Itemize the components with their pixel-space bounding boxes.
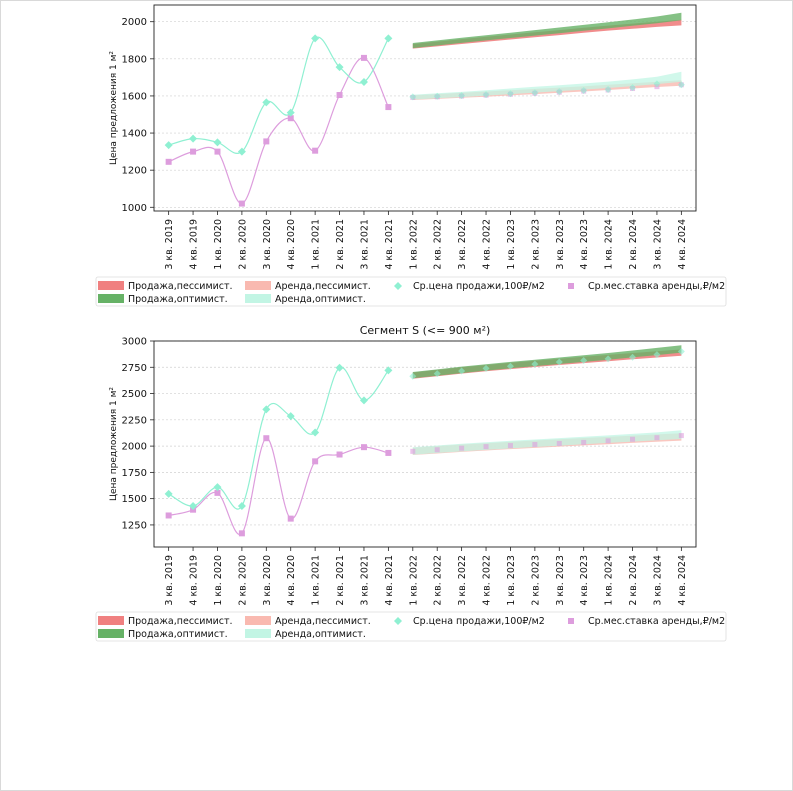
forecast-rent-point	[459, 446, 464, 451]
rent-actual-point	[239, 201, 245, 207]
x-tick-label: 2 кв. 2023	[530, 555, 542, 606]
rent-actual-point	[361, 55, 367, 61]
x-tick-label: 2 кв. 2022	[432, 555, 444, 606]
x-tick-label: 3 кв. 2021	[359, 555, 371, 606]
x-tick-label: 3 кв. 2019	[164, 219, 176, 270]
forecast-rent-point	[654, 435, 659, 440]
y-tick-label: 2000	[121, 441, 147, 453]
sale-actual-line	[169, 367, 389, 509]
legend-label: Аренда,пессимист.	[275, 616, 371, 627]
rent-actual-point	[166, 159, 172, 165]
rent-actual-point	[239, 530, 245, 536]
x-tick-label: 2 кв. 2021	[335, 219, 347, 270]
rent-actual-point	[361, 444, 367, 450]
rent-actual-point	[166, 512, 172, 518]
chart-2	[96, 324, 726, 641]
legend-swatch-rent-optimistic	[245, 294, 271, 303]
x-tick-label: 4 кв. 2024	[676, 219, 688, 270]
legend-swatch-sale-optimistic	[98, 629, 124, 638]
x-tick-label: 3 кв. 2022	[457, 555, 469, 606]
x-tick-label: 4 кв. 2023	[579, 219, 591, 270]
y-tick-label: 2750	[121, 362, 147, 374]
y-tick-label: 1000	[121, 202, 147, 214]
legend-label: Продажа,оптимист.	[128, 294, 228, 305]
x-tick-label: 2 кв. 2022	[432, 219, 444, 270]
rent-actual-point	[263, 435, 269, 441]
legend-swatch-rent-pessimistic	[245, 616, 271, 625]
legend-swatch-rent-optimistic	[245, 629, 271, 638]
rent-actual-point	[385, 450, 391, 456]
legend-label: Ср.цена продажи,100₽/м2	[413, 281, 545, 292]
forecast-rent-point	[484, 444, 489, 449]
forecast-rent-point	[435, 447, 440, 452]
sale-actual-line	[169, 37, 389, 153]
legend-swatch-sale-pessimistic	[98, 281, 124, 290]
x-tick-label: 3 кв. 2024	[652, 555, 664, 606]
rent-actual-point	[214, 149, 220, 155]
x-tick-label: 4 кв. 2021	[383, 219, 395, 270]
forecast-rent-point	[508, 443, 513, 448]
legend-swatch-sale-pessimistic	[98, 616, 124, 625]
rent-actual-point	[337, 92, 343, 98]
x-tick-label: 3 кв. 2023	[554, 219, 566, 270]
y-tick-label: 1250	[121, 520, 147, 532]
x-tick-label: 4 кв. 2020	[286, 219, 298, 270]
sale-actual-point	[384, 34, 392, 42]
y-axis-label: Цена предложения 1 м²	[109, 50, 119, 166]
rent-actual-point	[190, 149, 196, 155]
band-sale-optimistic	[413, 13, 682, 48]
x-tick-label: 1 кв. 2024	[603, 555, 615, 606]
x-tick-label: 2 кв. 2020	[237, 219, 249, 270]
legend-label: Аренда,оптимист.	[275, 629, 366, 640]
y-tick-label: 1200	[121, 165, 147, 177]
sale-actual-point	[311, 428, 319, 436]
forecast-rent-point	[410, 449, 415, 454]
x-tick-label: 1 кв. 2020	[212, 219, 224, 270]
x-tick-label: 1 кв. 2021	[310, 219, 322, 270]
legend-label: Ср.мес.ставка аренды,₽/м2	[588, 616, 726, 627]
x-tick-label: 1 кв. 2024	[603, 219, 615, 270]
legend-label: Продажа,пессимист.	[128, 281, 233, 292]
x-tick-label: 4 кв. 2019	[188, 219, 200, 270]
sale-actual-point	[360, 396, 368, 404]
sale-actual-point	[213, 138, 221, 146]
x-tick-label: 4 кв. 2023	[579, 555, 591, 606]
sale-actual-point	[165, 141, 173, 149]
forecast-rent-point	[679, 433, 684, 438]
x-tick-label: 4 кв. 2022	[481, 555, 493, 606]
x-tick-label: 1 кв. 2023	[505, 555, 517, 606]
y-tick-label: 1600	[121, 91, 147, 103]
x-tick-label: 3 кв. 2023	[554, 555, 566, 606]
x-tick-label: 2 кв. 2024	[628, 555, 640, 606]
rent-actual-line	[169, 58, 389, 204]
legend-swatch-sale-optimistic	[98, 294, 124, 303]
legend-label: Аренда,оптимист.	[275, 294, 366, 305]
legend-label: Ср.цена продажи,100₽/м2	[413, 616, 545, 627]
x-tick-label: 3 кв. 2021	[359, 219, 371, 270]
sale-actual-point	[311, 34, 319, 42]
x-tick-label: 4 кв. 2020	[286, 555, 298, 606]
rent-actual-point	[312, 458, 318, 464]
rent-actual-point	[263, 138, 269, 144]
y-tick-label: 1400	[121, 128, 147, 140]
chart-1	[96, 5, 726, 306]
x-tick-label: 1 кв. 2023	[505, 219, 517, 270]
rent-actual-point	[337, 452, 343, 458]
x-tick-label: 1 кв. 2022	[408, 219, 420, 270]
x-tick-label: 4 кв. 2021	[383, 555, 395, 606]
forecast-rent-point	[606, 438, 611, 443]
x-tick-label: 3 кв. 2020	[261, 555, 273, 606]
x-tick-label: 2 кв. 2020	[237, 555, 249, 606]
x-tick-label: 3 кв. 2019	[164, 555, 176, 606]
x-tick-label: 3 кв. 2022	[457, 218, 469, 270]
rent-actual-point	[288, 516, 294, 522]
y-tick-label: 3000	[121, 336, 147, 348]
legend	[96, 277, 726, 306]
x-tick-label: 4 кв. 2022	[481, 218, 493, 270]
x-tick-label: 1 кв. 2020	[212, 555, 224, 606]
band-sale-optimistic	[413, 345, 682, 378]
legend-label: Продажа,оптимист.	[128, 629, 228, 640]
y-tick-label: 1500	[121, 494, 147, 506]
legend-label: Ср.мес.ставка аренды,₽/м2	[588, 281, 726, 292]
sale-actual-point	[165, 490, 173, 498]
y-tick-label: 1800	[121, 54, 147, 66]
forecast-rent-point	[630, 437, 635, 442]
y-tick-label: 2500	[121, 389, 147, 401]
legend-label: Продажа,пессимист.	[128, 616, 233, 627]
forecast-rent-point	[581, 440, 586, 445]
x-tick-label: 1 кв. 2021	[310, 555, 322, 606]
x-tick-label: 4 кв. 2024	[676, 555, 688, 606]
x-tick-label: 2 кв. 2024	[628, 219, 640, 270]
y-tick-label: 2250	[121, 415, 147, 427]
rent-actual-point	[385, 104, 391, 110]
x-tick-label: 2 кв. 2023	[530, 219, 542, 270]
legend	[96, 612, 726, 641]
sale-actual-point	[262, 405, 270, 413]
x-tick-label: 4 кв. 2019	[188, 555, 200, 606]
rent-actual-line	[169, 438, 389, 534]
y-axis-label: Цена предложения 1 м²	[109, 386, 119, 502]
rent-actual-point	[312, 148, 318, 154]
chart-title: Сегмент S (<= 900 м²)	[359, 324, 491, 337]
legend-marker-rent-average	[568, 618, 574, 624]
y-tick-label: 2000	[121, 17, 147, 29]
legend-label: Аренда,пессимист.	[275, 281, 371, 292]
x-tick-label: 2 кв. 2021	[335, 555, 347, 606]
sale-actual-point	[287, 412, 295, 420]
x-tick-label: 1 кв. 2022	[408, 555, 420, 606]
y-tick-label: 1750	[121, 467, 147, 479]
axes-frame	[154, 5, 696, 211]
forecast-rent-point	[557, 441, 562, 446]
legend-swatch-rent-pessimistic	[245, 281, 271, 290]
x-tick-label: 3 кв. 2020	[261, 219, 273, 270]
sale-actual-point	[384, 366, 392, 374]
x-tick-label: 3 кв. 2024	[652, 219, 664, 270]
sale-actual-point	[189, 135, 197, 143]
forecast-rent-point	[532, 442, 537, 447]
legend-marker-rent-average	[568, 283, 574, 289]
